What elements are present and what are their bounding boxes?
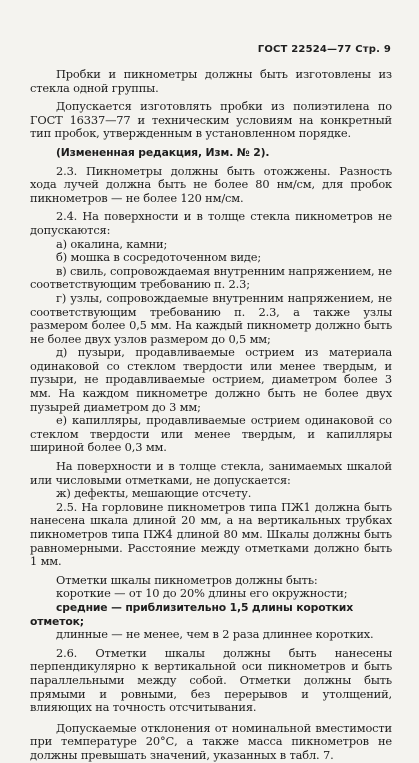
paragraph-polyethylene-stoppers: Допускается изготовлять пробки из полиэтилена по ГОСТ 16337—77 и техническим условиям на конкретный тип пробок, утвержденным в установленном порядке. <box>30 99 392 141</box>
scale-marks-intro: Отметки шкалы пикнометров должны быть: <box>56 572 318 587</box>
defect-item-b: б) мошка в сосредоточенном виде; <box>56 250 262 265</box>
defect-item-a: а) окалина, камни; <box>56 236 168 251</box>
paragraph-amendment-note: (Измененная редакция, Изм. № 2). <box>56 145 270 159</box>
scale-mark-medium: средние — приблизительно 1,5 длины коротких отметок; <box>30 600 354 628</box>
defect-item-v: в) свиль, сопровождаемая внутренним напряжением, не соответствующим требованию п. 2.3; <box>30 263 392 292</box>
scale-mark-long: длинные — не менее, чем в 2 раза длиннее коротких. <box>56 627 374 642</box>
defect-item-g: г) узлы, сопровождаемые внутренним напряжением, не соответствующим требованию п. 2.3, а также узлы размером более 0,5 мм. На каждый пикнометр должно быть не более двух узлов размером до 0,5 мм; <box>30 290 392 346</box>
defect-item-d: д) пузыри, продавливаемые острием из материала одинаковой со стеклом твердости или менее твердым, и пузыри, не продавливаемые острием, диаметром более 3 мм. На каждом пикнометре должно быть не более двух пузырей диаметром до 3 мм; <box>30 345 392 414</box>
standard-number: ГОСТ 22524—77 <box>257 44 352 55</box>
paragraph-tolerances: Допускаемые отклонения от номинальной вместимости при температуре 20°С, а также масса пикнометров не должны превышать значений, указанных в табл. 7. <box>30 720 392 762</box>
defect-item-zh: ж) дефекты, мешающие отсчету. <box>56 486 252 501</box>
clause-2-4: 2.4. На поверхности и в толще стекла пикнометров не допускаются: <box>30 209 392 237</box>
clause-2-5: 2.5. На горловине пикнометров типа ПЖ1 должна быть нанесена шкала длиной 20 мм, а на вертикальных трубках пикнометров типа ПЖ4 длиной 80 мм. Шкалы должны быть равномерными. Расстояние между отметками должно быть 1 мм. <box>30 499 392 569</box>
paragraph-stoppers-material: Пробки и пикнометры должны быть изготовлены из стекла одной группы. <box>30 67 392 95</box>
scale-marks-list <box>30 574 392 642</box>
page-number: Стр. 9 <box>355 44 391 55</box>
scale-mark-short: короткие — от 10 до 20% длины его окружности; <box>56 586 348 601</box>
clause-2-3: 2.3. Пикнометры должны быть отожжены. Разность хода лучей должна быть не более 80 нм/см, для пробок пикнометров — не более 120 нм/см. <box>30 163 392 205</box>
clause-2-6: 2.6. Отметки шкалы должны быть нанесены перпендикулярно к вертикальной оси пикнометров и быть параллельными между собой. Отметки должны быть прямыми и ровными, без перерывов и утолщений, влияющих на точность отсчитывания. <box>30 645 392 715</box>
defect-item-e: е) капилляры, продавливаемые острием одинаковой со стеклом твердости или менее твердым, и капилляры шириной более 0,3 мм. <box>30 413 392 455</box>
paragraph-scale-area-defects: На поверхности и в толще стекла, занимаемых шкалой или числовыми отметками, не допускается: <box>30 459 392 487</box>
document-body <box>30 68 392 763</box>
page-header <box>258 44 391 55</box>
